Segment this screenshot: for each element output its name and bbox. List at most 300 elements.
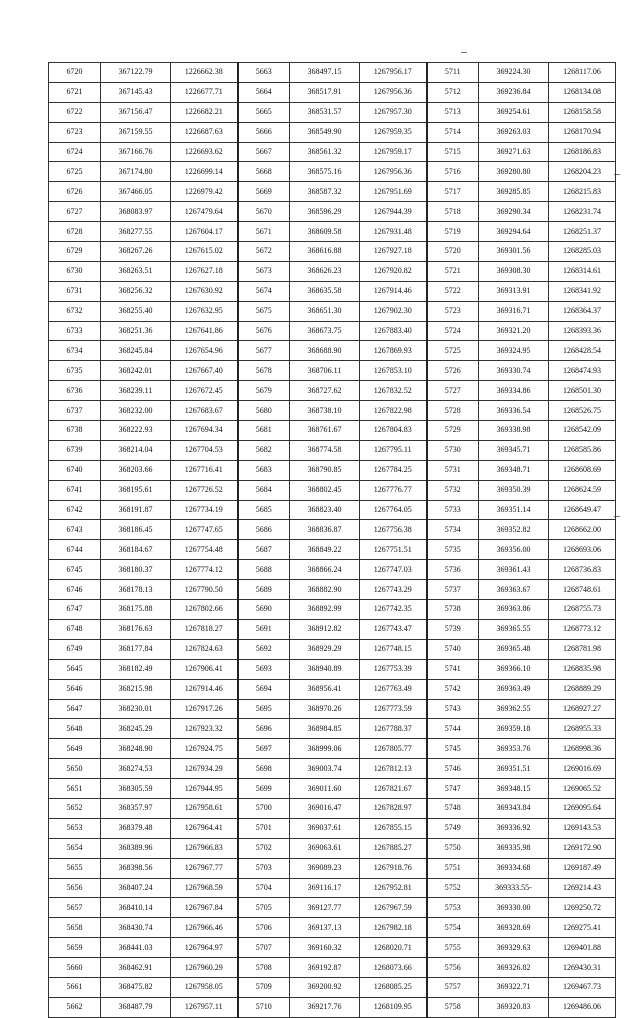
table-row <box>49 440 616 460</box>
x-coordinate-cell: 369271.63 <box>479 142 549 162</box>
x-coordinate-cell: 368175.88 <box>101 600 171 620</box>
y-coordinate-cell: 1269214.43 <box>549 878 616 898</box>
table-row <box>49 699 616 719</box>
y-coordinate-cell: 1268662.00 <box>549 520 616 540</box>
point-id-cell: 6721 <box>49 82 101 102</box>
point-id-cell: 5655 <box>49 858 101 878</box>
point-id-cell: 5653 <box>49 818 101 838</box>
table-row <box>49 182 616 202</box>
table-row <box>49 301 616 321</box>
y-coordinate-cell: 1267743.29 <box>360 580 427 600</box>
point-id-cell: 5657 <box>49 898 101 918</box>
point-id-cell: 5690 <box>238 600 290 620</box>
y-coordinate-cell: 1267479.64 <box>171 202 238 222</box>
point-id-cell: 6738 <box>49 421 101 441</box>
x-coordinate-cell: 369356.00 <box>479 540 549 560</box>
y-coordinate-cell: 1267788.37 <box>360 719 427 739</box>
point-id-cell: 5742 <box>427 679 479 699</box>
table-row <box>49 739 616 759</box>
table-row <box>49 63 616 83</box>
x-coordinate-cell: 369328.69 <box>479 918 549 938</box>
x-coordinate-cell: 369365.55 <box>479 619 549 639</box>
x-coordinate-cell: 368214.04 <box>101 440 171 460</box>
point-id-cell: 5687 <box>238 540 290 560</box>
point-id-cell: 5680 <box>238 401 290 421</box>
y-coordinate-cell: 1268748.61 <box>549 580 616 600</box>
y-coordinate-cell: 1267964.97 <box>171 938 238 958</box>
x-coordinate-cell: 369011.60 <box>290 779 360 799</box>
point-id-cell: 5748 <box>427 798 479 818</box>
point-id-cell: 5699 <box>238 779 290 799</box>
y-coordinate-cell: 1226693.62 <box>171 142 238 162</box>
point-id-cell: 5656 <box>49 878 101 898</box>
point-id-cell: 6725 <box>49 162 101 182</box>
y-coordinate-cell: 1267906.41 <box>171 659 238 679</box>
y-coordinate-cell: 1267914.46 <box>171 679 238 699</box>
y-coordinate-cell: 1268773.12 <box>549 619 616 639</box>
point-id-cell: 5706 <box>238 918 290 938</box>
y-coordinate-cell: 1267923.32 <box>171 719 238 739</box>
table-row <box>49 958 616 978</box>
x-coordinate-cell: 368970.26 <box>290 699 360 719</box>
point-id-cell: 5663 <box>238 63 290 83</box>
x-coordinate-cell: 369037.61 <box>290 818 360 838</box>
x-coordinate-cell: 369336.92 <box>479 818 549 838</box>
y-coordinate-cell: 1267805.77 <box>360 739 427 759</box>
scan-mark <box>461 52 467 53</box>
x-coordinate-cell: 367122.79 <box>101 63 171 83</box>
x-coordinate-cell: 369160.32 <box>290 938 360 958</box>
x-coordinate-cell: 368176.63 <box>101 619 171 639</box>
y-coordinate-cell: 1267812.13 <box>360 759 427 779</box>
point-id-cell: 6737 <box>49 401 101 421</box>
x-coordinate-cell: 368305.59 <box>101 779 171 799</box>
y-coordinate-cell: 1267968.59 <box>171 878 238 898</box>
x-coordinate-cell: 368256.32 <box>101 281 171 301</box>
x-coordinate-cell: 368727.62 <box>290 381 360 401</box>
point-id-cell: 5692 <box>238 639 290 659</box>
x-coordinate-cell: 369329.63 <box>479 938 549 958</box>
y-coordinate-cell: 1268186.83 <box>549 142 616 162</box>
x-coordinate-cell: 369359.18 <box>479 719 549 739</box>
x-coordinate-cell: 369313.91 <box>479 281 549 301</box>
table-row <box>49 918 616 938</box>
point-id-cell: 5735 <box>427 540 479 560</box>
y-coordinate-cell: 1268927.27 <box>549 699 616 719</box>
x-coordinate-cell: 369224.30 <box>479 63 549 83</box>
y-coordinate-cell: 1267754.48 <box>171 540 238 560</box>
x-coordinate-cell: 368866.24 <box>290 560 360 580</box>
x-coordinate-cell: 367174.80 <box>101 162 171 182</box>
point-id-cell: 5652 <box>49 798 101 818</box>
point-id-cell: 5698 <box>238 759 290 779</box>
x-coordinate-cell: 368706.11 <box>290 361 360 381</box>
x-coordinate-cell: 369116.17 <box>290 878 360 898</box>
x-coordinate-cell: 368248.90 <box>101 739 171 759</box>
y-coordinate-cell: 1267763.49 <box>360 679 427 699</box>
x-coordinate-cell: 368688.90 <box>290 341 360 361</box>
x-coordinate-cell: 369089.23 <box>290 858 360 878</box>
point-id-cell: 5740 <box>427 639 479 659</box>
point-id-cell: 5736 <box>427 560 479 580</box>
point-id-cell: 5729 <box>427 421 479 441</box>
point-id-cell: 5681 <box>238 421 290 441</box>
point-id-cell: 6741 <box>49 480 101 500</box>
point-id-cell: 6734 <box>49 341 101 361</box>
y-coordinate-cell: 1226682.21 <box>171 102 238 122</box>
y-coordinate-cell: 1267764.05 <box>360 500 427 520</box>
y-coordinate-cell: 1268204.23 <box>549 162 616 182</box>
y-coordinate-cell: 1267959.17 <box>360 142 427 162</box>
y-coordinate-cell: 1267832.52 <box>360 381 427 401</box>
y-coordinate-cell: 1267726.52 <box>171 480 238 500</box>
x-coordinate-cell: 369362.55 <box>479 699 549 719</box>
y-coordinate-cell: 1269250.72 <box>549 898 616 918</box>
point-id-cell: 5702 <box>238 838 290 858</box>
point-id-cell: 5669 <box>238 182 290 202</box>
y-coordinate-cell: 1267615.02 <box>171 242 238 262</box>
y-coordinate-cell: 1267734.19 <box>171 500 238 520</box>
y-coordinate-cell: 1267855.15 <box>360 818 427 838</box>
point-id-cell: 5712 <box>427 82 479 102</box>
y-coordinate-cell: 1267966.46 <box>171 918 238 938</box>
x-coordinate-cell: 368531.57 <box>290 102 360 122</box>
point-id-cell: 5721 <box>427 261 479 281</box>
point-id-cell: 5673 <box>238 261 290 281</box>
y-coordinate-cell: 1267773.59 <box>360 699 427 719</box>
point-id-cell: 5738 <box>427 600 479 620</box>
x-coordinate-cell: 368357.97 <box>101 798 171 818</box>
y-coordinate-cell: 1268020.71 <box>360 938 427 958</box>
y-coordinate-cell: 1267964.41 <box>171 818 238 838</box>
x-coordinate-cell: 369345.71 <box>479 440 549 460</box>
point-id-cell: 5710 <box>238 997 290 1017</box>
point-id-cell: 5691 <box>238 619 290 639</box>
point-id-cell: 6746 <box>49 580 101 600</box>
x-coordinate-cell: 368561.32 <box>290 142 360 162</box>
x-coordinate-cell: 368475.82 <box>101 977 171 997</box>
point-id-cell: 5645 <box>49 659 101 679</box>
x-coordinate-cell: 368242.01 <box>101 361 171 381</box>
point-id-cell: 6728 <box>49 222 101 242</box>
y-coordinate-cell: 1268364.37 <box>549 301 616 321</box>
x-coordinate-cell: 368790.85 <box>290 460 360 480</box>
table-row <box>49 858 616 878</box>
y-coordinate-cell: 1267821.67 <box>360 779 427 799</box>
table-row <box>49 401 616 421</box>
x-coordinate-cell: 368379.48 <box>101 818 171 838</box>
point-id-cell: 5688 <box>238 560 290 580</box>
table-row <box>49 122 616 142</box>
x-coordinate-cell: 368836.87 <box>290 520 360 540</box>
y-coordinate-cell: 1268314.61 <box>549 261 616 281</box>
point-id-cell: 5739 <box>427 619 479 639</box>
y-coordinate-cell: 1267751.51 <box>360 540 427 560</box>
x-coordinate-cell: 369353.76 <box>479 739 549 759</box>
point-id-cell: 5668 <box>238 162 290 182</box>
y-coordinate-cell: 1269187.49 <box>549 858 616 878</box>
y-coordinate-cell: 1268393.36 <box>549 321 616 341</box>
y-coordinate-cell: 1267784.25 <box>360 460 427 480</box>
y-coordinate-cell: 1267931.48 <box>360 222 427 242</box>
point-id-cell: 5741 <box>427 659 479 679</box>
point-id-cell: 5650 <box>49 759 101 779</box>
point-id-cell: 5676 <box>238 321 290 341</box>
y-coordinate-cell: 1268170.94 <box>549 122 616 142</box>
point-id-cell: 5667 <box>238 142 290 162</box>
point-id-cell: 5749 <box>427 818 479 838</box>
y-coordinate-cell: 1267654.96 <box>171 341 238 361</box>
point-id-cell: 6743 <box>49 520 101 540</box>
y-coordinate-cell: 1267748.15 <box>360 639 427 659</box>
point-id-cell: 6726 <box>49 182 101 202</box>
point-id-cell: 5678 <box>238 361 290 381</box>
point-id-cell: 5661 <box>49 977 101 997</box>
point-id-cell: 5682 <box>238 440 290 460</box>
x-coordinate-cell: 367159.55 <box>101 122 171 142</box>
y-coordinate-cell: 1268608.69 <box>549 460 616 480</box>
x-coordinate-cell: 369351.14 <box>479 500 549 520</box>
y-coordinate-cell: 1267802.66 <box>171 600 238 620</box>
table-row <box>49 818 616 838</box>
y-coordinate-cell: 1267957.30 <box>360 102 427 122</box>
table-row <box>49 222 616 242</box>
table-row <box>49 679 616 699</box>
y-coordinate-cell: 1267883.40 <box>360 321 427 341</box>
y-coordinate-cell: 1267967.84 <box>171 898 238 918</box>
table-row <box>49 460 616 480</box>
table-row <box>49 281 616 301</box>
x-coordinate-cell: 368251.36 <box>101 321 171 341</box>
point-id-cell: 6744 <box>49 540 101 560</box>
y-coordinate-cell: 1269275.41 <box>549 918 616 938</box>
y-coordinate-cell: 1268624.59 <box>549 480 616 500</box>
y-coordinate-cell: 1267667.40 <box>171 361 238 381</box>
y-coordinate-cell: 1267952.81 <box>360 878 427 898</box>
y-coordinate-cell: 1269143.53 <box>549 818 616 838</box>
y-coordinate-cell: 1267956.17 <box>360 63 427 83</box>
y-coordinate-cell: 1269467.73 <box>549 977 616 997</box>
x-coordinate-cell: 368761.67 <box>290 421 360 441</box>
y-coordinate-cell: 1267914.46 <box>360 281 427 301</box>
y-coordinate-cell: 1268955.33 <box>549 719 616 739</box>
point-id-cell: 5693 <box>238 659 290 679</box>
point-id-cell: 5696 <box>238 719 290 739</box>
point-id-cell: 5659 <box>49 938 101 958</box>
table-row <box>49 341 616 361</box>
x-coordinate-cell: 369016.47 <box>290 798 360 818</box>
x-coordinate-cell: 369335.98 <box>479 838 549 858</box>
y-coordinate-cell: 1267630.92 <box>171 281 238 301</box>
y-coordinate-cell: 1267924.75 <box>171 739 238 759</box>
y-coordinate-cell: 1268693.06 <box>549 540 616 560</box>
x-coordinate-cell: 369336.54 <box>479 401 549 421</box>
point-id-cell: 5662 <box>49 997 101 1017</box>
x-coordinate-cell: 368929.29 <box>290 639 360 659</box>
x-coordinate-cell: 369280.80 <box>479 162 549 182</box>
y-coordinate-cell: 1269095.64 <box>549 798 616 818</box>
x-coordinate-cell: 369063.61 <box>290 838 360 858</box>
x-coordinate-cell: 369217.76 <box>290 997 360 1017</box>
table-row <box>49 719 616 739</box>
point-id-cell: 5724 <box>427 321 479 341</box>
y-coordinate-cell: 1269172.90 <box>549 838 616 858</box>
y-coordinate-cell: 1267869.93 <box>360 341 427 361</box>
x-coordinate-cell: 368184.67 <box>101 540 171 560</box>
y-coordinate-cell: 1268835.98 <box>549 659 616 679</box>
x-coordinate-cell: 369200.92 <box>290 977 360 997</box>
point-id-cell: 5675 <box>238 301 290 321</box>
y-coordinate-cell: 1268117.06 <box>549 63 616 83</box>
y-coordinate-cell: 1267885.27 <box>360 838 427 858</box>
point-id-cell: 5731 <box>427 460 479 480</box>
point-id-cell: 5689 <box>238 580 290 600</box>
y-coordinate-cell: 1268215.83 <box>549 182 616 202</box>
point-id-cell: 5672 <box>238 242 290 262</box>
point-id-cell: 5737 <box>427 580 479 600</box>
table-row <box>49 261 616 281</box>
x-coordinate-cell: 368277.55 <box>101 222 171 242</box>
point-id-cell: 6749 <box>49 639 101 659</box>
y-coordinate-cell: 1267795.11 <box>360 440 427 460</box>
x-coordinate-cell: 369308.30 <box>479 261 549 281</box>
y-coordinate-cell: 1226687.63 <box>171 122 238 142</box>
point-id-cell: 5727 <box>427 381 479 401</box>
y-coordinate-cell: 1267958.61 <box>171 798 238 818</box>
x-coordinate-cell: 368956.41 <box>290 679 360 699</box>
x-coordinate-cell: 368774.58 <box>290 440 360 460</box>
x-coordinate-cell: 369301.56 <box>479 242 549 262</box>
point-id-cell: 5730 <box>427 440 479 460</box>
x-coordinate-cell: 368274.53 <box>101 759 171 779</box>
point-id-cell: 5757 <box>427 977 479 997</box>
y-coordinate-cell: 1268889.29 <box>549 679 616 699</box>
x-coordinate-cell: 369294.64 <box>479 222 549 242</box>
x-coordinate-cell: 369330.74 <box>479 361 549 381</box>
y-coordinate-cell: 1268526.75 <box>549 401 616 421</box>
point-id-cell: 5665 <box>238 102 290 122</box>
x-coordinate-cell: 369321.20 <box>479 321 549 341</box>
table-row <box>49 82 616 102</box>
point-id-cell: 5758 <box>427 997 479 1017</box>
x-coordinate-cell: 369290.34 <box>479 202 549 222</box>
x-coordinate-cell: 368984.85 <box>290 719 360 739</box>
table-row <box>49 202 616 222</box>
x-coordinate-cell: 368651.30 <box>290 301 360 321</box>
y-coordinate-cell: 1267742.35 <box>360 600 427 620</box>
table-row <box>49 600 616 620</box>
point-id-cell: 6731 <box>49 281 101 301</box>
x-coordinate-cell: 368549.90 <box>290 122 360 142</box>
x-coordinate-cell: 367156.47 <box>101 102 171 122</box>
x-coordinate-cell: 368849.22 <box>290 540 360 560</box>
y-coordinate-cell: 1268585.86 <box>549 440 616 460</box>
table-row <box>49 162 616 182</box>
point-id-cell: 5709 <box>238 977 290 997</box>
y-coordinate-cell: 1267828.97 <box>360 798 427 818</box>
y-coordinate-cell: 1267790.50 <box>171 580 238 600</box>
point-id-cell: 6729 <box>49 242 101 262</box>
table-row <box>49 619 616 639</box>
x-coordinate-cell: 368245.29 <box>101 719 171 739</box>
x-coordinate-cell: 369263.03 <box>479 122 549 142</box>
table-row <box>49 321 616 341</box>
x-coordinate-cell: 368239.11 <box>101 381 171 401</box>
table-row <box>49 938 616 958</box>
y-coordinate-cell: 1267927.18 <box>360 242 427 262</box>
x-coordinate-cell: 369254.61 <box>479 102 549 122</box>
y-coordinate-cell: 1267982.18 <box>360 918 427 938</box>
table-row <box>49 242 616 262</box>
x-coordinate-cell: 368407.24 <box>101 878 171 898</box>
point-id-cell: 5651 <box>49 779 101 799</box>
point-id-cell: 5728 <box>427 401 479 421</box>
x-coordinate-cell: 368673.75 <box>290 321 360 341</box>
point-id-cell: 5717 <box>427 182 479 202</box>
point-id-cell: 5755 <box>427 938 479 958</box>
y-coordinate-cell: 1226979.42 <box>171 182 238 202</box>
point-id-cell: 5704 <box>238 878 290 898</box>
table-body <box>49 63 616 1018</box>
y-coordinate-cell: 1268542.09 <box>549 421 616 441</box>
x-coordinate-cell: 368517.91 <box>290 82 360 102</box>
point-id-cell: 6748 <box>49 619 101 639</box>
point-id-cell: 6745 <box>49 560 101 580</box>
x-coordinate-cell: 368882.90 <box>290 580 360 600</box>
table-row <box>49 102 616 122</box>
table-row <box>49 560 616 580</box>
x-coordinate-cell: 368410.14 <box>101 898 171 918</box>
y-coordinate-cell: 1268251.37 <box>549 222 616 242</box>
y-coordinate-cell: 1267958.05 <box>171 977 238 997</box>
table-row <box>49 580 616 600</box>
y-coordinate-cell: 1267743.47 <box>360 619 427 639</box>
x-coordinate-cell: 368802.45 <box>290 480 360 500</box>
y-coordinate-cell: 1267774.12 <box>171 560 238 580</box>
point-id-cell: 5713 <box>427 102 479 122</box>
x-coordinate-cell: 367466.05 <box>101 182 171 202</box>
x-coordinate-cell: 368487.79 <box>101 997 171 1017</box>
x-coordinate-cell: 368267.26 <box>101 242 171 262</box>
y-coordinate-cell: 1267627.18 <box>171 261 238 281</box>
x-coordinate-cell: 368180.37 <box>101 560 171 580</box>
table-row <box>49 381 616 401</box>
y-coordinate-cell: 1268501.30 <box>549 381 616 401</box>
point-id-cell: 5750 <box>427 838 479 858</box>
x-coordinate-cell: 369338.98 <box>479 421 549 441</box>
y-coordinate-cell: 1226699.14 <box>171 162 238 182</box>
point-id-cell: 5646 <box>49 679 101 699</box>
x-coordinate-cell: 368178.13 <box>101 580 171 600</box>
point-id-cell: 5756 <box>427 958 479 978</box>
y-coordinate-cell: 1268736.83 <box>549 560 616 580</box>
x-coordinate-cell: 368389.96 <box>101 838 171 858</box>
point-id-cell: 5722 <box>427 281 479 301</box>
y-coordinate-cell: 1269065.52 <box>549 779 616 799</box>
table-row <box>49 500 616 520</box>
y-coordinate-cell: 1267934.29 <box>171 759 238 779</box>
y-coordinate-cell: 1267672.45 <box>171 381 238 401</box>
x-coordinate-cell: 368430.74 <box>101 918 171 938</box>
y-coordinate-cell: 1268428.54 <box>549 341 616 361</box>
point-id-cell: 6739 <box>49 440 101 460</box>
x-coordinate-cell: 368245.84 <box>101 341 171 361</box>
point-id-cell: 5715 <box>427 142 479 162</box>
x-coordinate-cell: 368462.91 <box>101 958 171 978</box>
table-row <box>49 480 616 500</box>
x-coordinate-cell: 368177.84 <box>101 639 171 659</box>
point-id-cell: 5679 <box>238 381 290 401</box>
